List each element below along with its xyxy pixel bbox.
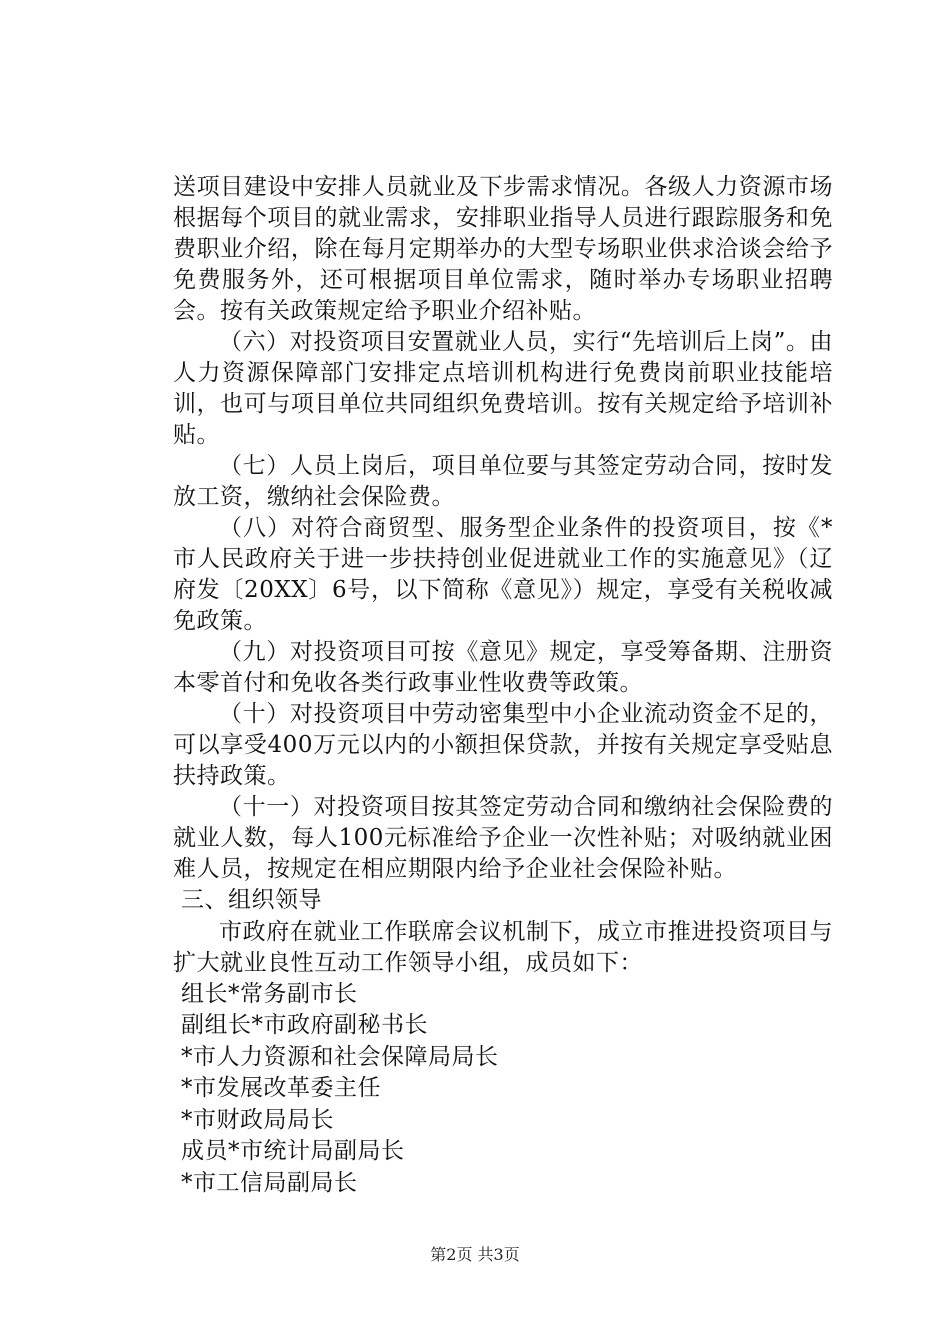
paragraph-item-8: （八）对符合商贸型、服务型企业条件的投资项目，按《*市人民政府关于进一步扶持创业促进就业工作的实施意见》（辽府发〔20XX〕6号，以下简称《意见》）规定，享受有关税收减免政策。 (173, 515, 833, 634)
document-body (173, 172, 833, 1199)
member-line: 成员*市统计局副局长 (181, 1138, 405, 1164)
member-line: *市财政局局长 (181, 1106, 334, 1133)
paragraph-continued: 送项目建设中安排人员就业及下步需求情况。各级人力资源市场根据每个项目的就业需求，安排职业指导人员进行跟踪服务和免费职业介绍，除在每月定期举办的大型专场职业供求洽谈会给予免费服务外，还可根据项目单位需求，随时举办专场职业招聘会。按有关政策规定给予职业介绍补贴。 (173, 174, 833, 324)
member-line: *市人力资源和社会保障局局长 (181, 1043, 499, 1070)
page-number-footer: 第2页 共3页 (430, 1245, 520, 1264)
paragraph-item-9: （九）对投资项目可按《意见》规定，享受筹备期、注册资本零首付和免收各类行政事业性收费等政策。 (173, 639, 833, 696)
paragraph-item-6: （六）对投资项目安置就业人员，实行“先培训后上岗”。由人力资源保障部门安排定点培训机构进行免费岗前职业技能培训，也可与项目单位共同组织免费培训。按有关规定给予培训补贴。 (173, 329, 833, 448)
member-line: 副组长*市政府副秘书长 (181, 1012, 428, 1038)
member-line: *市工信局副局长 (181, 1169, 358, 1196)
member-line: *市发展改革委主任 (181, 1075, 381, 1101)
paragraph-item-10: （十）对投资项目中劳动密集型中小企业流动资金不足的，可以享受400万元以内的小额担保贷款，并按有关规定享受贴息扶持政策。 (173, 701, 833, 789)
section-heading: 三、组织领导 (181, 887, 322, 913)
paragraph-item-11: （十一）对投资项目按其签定劳动合同和缴纳社会保险费的就业人数，每人100元标准给予企业一次性补贴；对吸纳就业困难人员，按规定在相应期限内给予企业社会保险补贴。 (173, 794, 833, 882)
paragraph-item-7: （七）人员上岗后，项目单位要与其签定劳动合同，按时发放工资，缴纳社会保险费。 (173, 453, 833, 510)
member-line: 组长*常务副市长 (181, 980, 358, 1007)
paragraph-leadership: 市政府在就业工作联席会议机制下，成立市推进投资项目与扩大就业良性互动工作领导小组，成员如下： (173, 918, 833, 976)
